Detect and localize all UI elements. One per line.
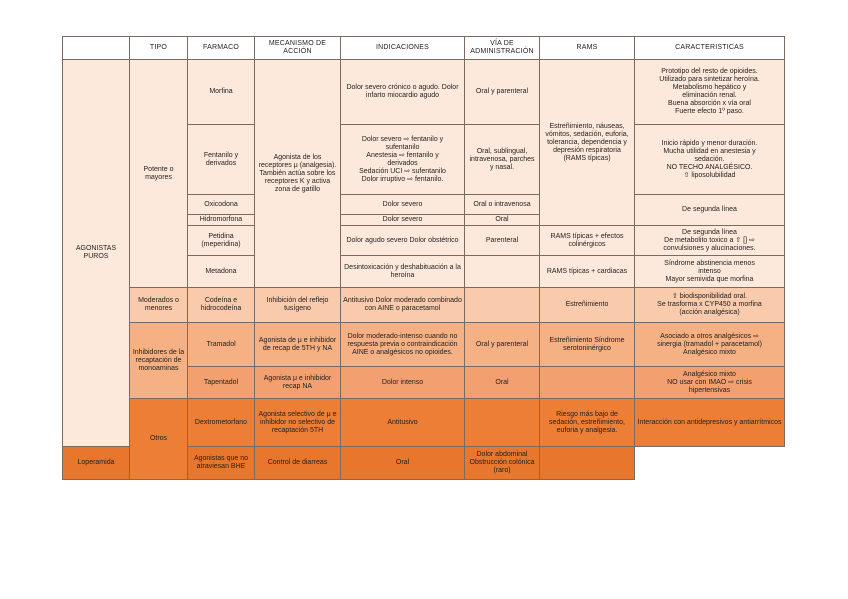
farmaco-fentanilo: Fentanilo y derivados xyxy=(188,125,255,195)
indic-line: Dolor irruptivo ⇨ fentanilo. xyxy=(361,175,444,183)
caract-fentanilo xyxy=(635,125,785,195)
caract-line: NO TECHO ANALGÉSICO. xyxy=(666,163,753,171)
farmaco-codeina: Codeína e hidrocodeína xyxy=(188,288,255,323)
caract-line: Síndrome abstinencia menos xyxy=(664,259,755,267)
table-row xyxy=(63,60,785,125)
farmaco-loperamida: Loperamida xyxy=(63,447,130,480)
rams-dextrometorfano: Riesgo más bajo de sedación, estreñimiento, euforia y analgesia. xyxy=(540,399,635,447)
caract-line: ⇧ biodisponibilidad oral. xyxy=(671,293,748,300)
header-caracteristicas: CARACTERISTICAS xyxy=(635,37,785,60)
indicaciones-morfina: Dolor severo crónico o agudo. Dolor infarto miocardio agudo xyxy=(341,60,465,125)
caract-codeina xyxy=(635,288,785,323)
indic-line: Anestesia ⇨ fentanilo y xyxy=(366,151,439,159)
caract-line: De metabolito toxico a ⇧ [] ⇨ xyxy=(664,236,755,244)
via-petidina: Parenteral xyxy=(465,226,540,256)
farmaco-petidina: Petidina (meperidina) xyxy=(188,226,255,256)
indicaciones-oxicodona: Dolor severo xyxy=(341,195,465,215)
tipo-potentes: Potente o mayores xyxy=(130,60,188,288)
caract-line: Inicio rápido y menor duración. xyxy=(661,139,758,147)
mecanismo-loperamida: Agonistas que no atraviesan BHE xyxy=(188,447,255,480)
via-metadona xyxy=(465,256,540,288)
caract-metadona xyxy=(635,256,785,288)
caract-line: sinergia (tramadol + paracetamol) xyxy=(657,340,762,348)
caract-line: Analgésico mixto xyxy=(683,370,736,378)
header-row xyxy=(63,37,785,60)
via-tramadol: Oral y parenteral xyxy=(465,323,540,367)
caract-line: Asociado a otros analgésicos ⇨ xyxy=(660,332,759,340)
header-via: VÍA DE ADMINISTRACIÓN xyxy=(465,37,540,60)
header-rams: RAMS xyxy=(540,37,635,60)
header-tipo: TIPO xyxy=(130,37,188,60)
group-cell: AGONISTAS PUROS xyxy=(63,60,130,447)
header-farmaco: FARMACO xyxy=(188,37,255,60)
rams-potentes: Estreñimiento, náuseas, vómitos, sedación, euforia, tolerancia, dependencia y depresión respiratoria (RAMS típicas) xyxy=(540,60,635,226)
caract-line: hipertensivas xyxy=(688,386,731,394)
caract-line: NO usar con IMAO ⇨ crisis xyxy=(667,378,752,386)
mecanismo-tapentadol: Agonista μ e inhibidor recap NA xyxy=(255,367,341,399)
caract-line: Metabolismo hepático y xyxy=(672,84,747,91)
caract-line: intenso xyxy=(698,267,721,275)
rams-tapentadol xyxy=(540,367,635,399)
via-fentanilo: Oral, sublingual, intravenosa, parches y nasal. xyxy=(465,125,540,195)
caract-dextrometorfano: Interacción con antidepresivos y antiarrítmicos xyxy=(635,399,785,447)
farmaco-tramadol: Tramadol xyxy=(188,323,255,367)
caract-line: Utilizado para sintetizar heroína. xyxy=(659,76,760,83)
via-dextrometorfano xyxy=(465,399,540,447)
caract-line: Analgésico mixto xyxy=(683,348,736,356)
rams-petidina: RAMS típicas + efectos colinérgicos xyxy=(540,226,635,256)
header-empty xyxy=(63,37,130,60)
indicaciones-loperamida: Control de diarreas xyxy=(255,447,341,480)
opioids-table xyxy=(62,36,785,480)
indic-line: Dolor severo ⇨ fentanilo y xyxy=(361,135,444,143)
caract-line: ⇧ liposolubilidad xyxy=(683,171,736,179)
indicaciones-tramadol: Dolor moderado-intenso cuando no respuesta previa o contraindicación AINE o analgésicos no opioides. xyxy=(341,323,465,367)
rams-metadona: RAMS típicas + cardiacas xyxy=(540,256,635,288)
caract-tramadol xyxy=(635,323,785,367)
farmaco-dextrometorfano: Dextrometorfano xyxy=(188,399,255,447)
indicaciones-dextrometorfano: Antitusivo xyxy=(341,399,465,447)
mecanismo-codeina: Inhibición del reflejo tusígeno xyxy=(255,288,341,323)
indic-line: sufentanilo xyxy=(385,143,420,151)
mecanismo-tramadol: Agonista de μ e inhibidor de recap de 5TH y NA xyxy=(255,323,341,367)
farmaco-hidromorfona: Hidromorfona xyxy=(188,215,255,226)
caract-line: Se trasforma x CYP450 a morfina xyxy=(657,301,762,308)
table-row xyxy=(63,399,785,447)
table-row xyxy=(63,288,785,323)
rams-codeina: Estreñimiento xyxy=(540,288,635,323)
caract-line: Fuerte efecto 1º paso. xyxy=(675,108,744,115)
caract-segunda-linea: De segunda línea xyxy=(635,195,785,226)
farmaco-oxicodona: Oxicodona xyxy=(188,195,255,215)
via-oxicodona: Oral o intravenosa xyxy=(465,195,540,215)
rams-tramadol: Estreñimiento Síndrome serotoninérgico xyxy=(540,323,635,367)
via-loperamida: Oral xyxy=(341,447,465,480)
indicaciones-fentanilo xyxy=(341,125,465,195)
mecanismo-potentes: Agonista de los receptores μ (analgesia). También actúa sobre los receptores K y activa zona de gatillo xyxy=(255,60,341,288)
caract-morfina xyxy=(635,60,785,125)
indicaciones-metadona: Desintoxicación y deshabituación a la heroína xyxy=(341,256,465,288)
indic-line: Sedación UCI ⇨ sufentanilo xyxy=(359,167,446,175)
tipo-moderados: Moderados o menores xyxy=(130,288,188,323)
indicaciones-tapentadol: Dolor intenso xyxy=(341,367,465,399)
caract-line: Mucha utilidad en anestesia y xyxy=(663,147,756,155)
via-codeina xyxy=(465,288,540,323)
farmaco-tapentadol: Tapentadol xyxy=(188,367,255,399)
table-row xyxy=(63,323,785,367)
caract-line: De segunda línea xyxy=(682,228,737,236)
header-mecanismo: MECANISMO DE ACCIÓN xyxy=(255,37,341,60)
caract-petidina xyxy=(635,226,785,256)
tipo-inhibidores: Inhibidores de la recaptación de monoaminas xyxy=(130,323,188,399)
caract-line: eliminación renal. xyxy=(682,92,737,99)
header-indicaciones: INDICACIONES xyxy=(341,37,465,60)
caract-line: Buena absorción x vía oral xyxy=(668,100,751,107)
via-hidromorfona: Oral xyxy=(465,215,540,226)
caract-line: (acción analgésica) xyxy=(679,309,740,316)
indicaciones-hidromorfona: Dolor severo xyxy=(341,215,465,226)
caract-line: convulsiones y alucinaciones. xyxy=(663,244,756,252)
caract-tapentadol xyxy=(635,367,785,399)
indicaciones-petidina: Dolor agudo severo Dolor obstétrico xyxy=(341,226,465,256)
caract-loperamida xyxy=(540,447,635,480)
farmaco-metadona: Metadona xyxy=(188,256,255,288)
indicaciones-codeina: Antitusivo Dolor moderado combinado con AINE o paracetamol xyxy=(341,288,465,323)
rams-loperamida: Dolor abdominal Obstrucción colónica (raro) xyxy=(465,447,540,480)
via-tapentadol: Oral xyxy=(465,367,540,399)
indic-line: derivados xyxy=(387,159,418,167)
tipo-otros: Otros xyxy=(130,399,188,480)
farmaco-morfina: Morfina xyxy=(188,60,255,125)
caract-line: Prototipo del resto de opioides. xyxy=(661,68,758,75)
mecanismo-dextrometorfano: Agonista selectivo de μ e inhibidor no selectivo de recaptación 5TH xyxy=(255,399,341,447)
caract-line: Mayor semivida que morfina xyxy=(665,275,754,283)
via-morfina: Oral y parenteral xyxy=(465,60,540,125)
caract-line: sedación. xyxy=(694,155,725,163)
